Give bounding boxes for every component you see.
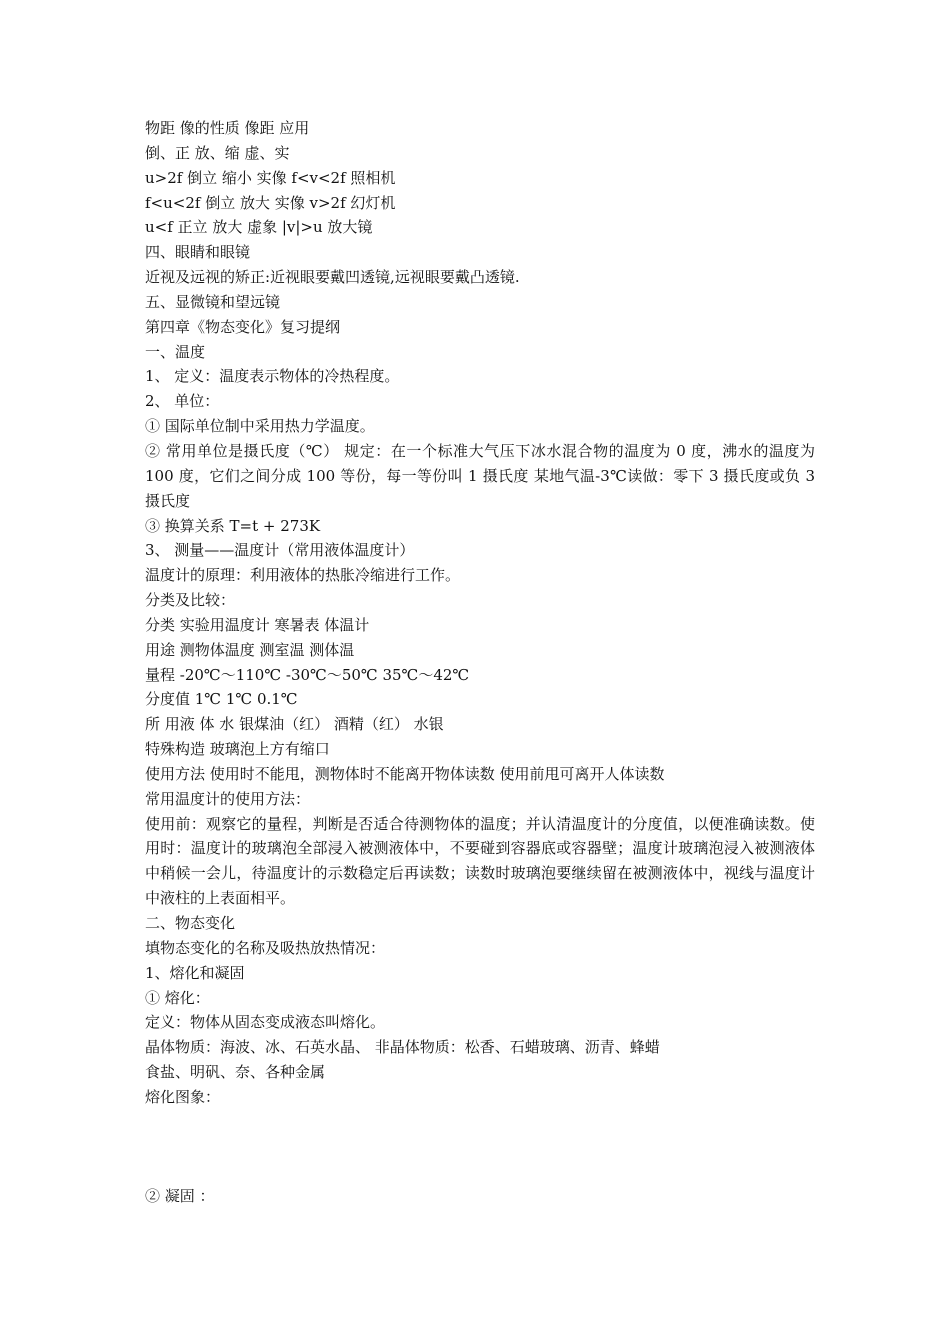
text-line: f<u<2f 倒立 放大 实像 v>2f 幻灯机: [145, 193, 396, 212]
text-line: ③ 换算关系 T=t + 273K: [145, 516, 321, 535]
section-heading: 二、物态变化: [145, 914, 236, 932]
text-line: 温度计的原理：利用液体的热胀冷缩进行工作。: [145, 566, 461, 585]
comparison-row: 用途 测物体温度 测室温 测体温: [145, 640, 355, 659]
text-line: 1、熔化和凝固: [145, 963, 245, 982]
comparison-row: 所 用液 体 水 银煤油（红） 酒精（红） 水银: [145, 715, 444, 734]
text-line: 物距 像的性质 像距 应用: [145, 119, 310, 137]
comparison-row: 分度值 1℃ 1℃ 0.1℃: [145, 690, 298, 709]
text-line: 1、 定义：温度表示物体的冷热程度。: [145, 367, 400, 386]
blank-figure-space: [145, 1110, 815, 1184]
comparison-row: 特殊构造 玻璃泡上方有缩口: [145, 740, 330, 759]
comparison-row: 分类 实验用温度计 寒暑表 体温计: [145, 615, 370, 634]
text-line: u<f 正立 放大 虚象 |v|>u 放大镜: [145, 218, 373, 237]
usage-paragraph: 使用前：观察它的量程，判断是否适合待测物体的温度；并认清温度计的分度值，以便准确读数。使用时：温度计的玻璃泡全部浸入被测液体中，不要碰到容器底或容器壁；温度计玻璃泡浸入被测液体中稍候一会儿，待温度计的示数稳定后再读数；读数时玻璃泡要继续留在被测液体中，视线与温度计中液柱的上表面相平。: [145, 814, 815, 908]
celsius-paragraph: ② 常用单位是摄氏度（℃） 规定：在一个标准大气压下冰水混合物的温度为 0 度，沸水的温度为 100 度，它们之间分成 100 等份，每一等份叫 1 摄氏度 某地气温-3℃读做：零下 3 摄氏度或负 3 摄氏度: [145, 441, 815, 510]
text-line: 晶体物质：海波、冰、石英水晶、 非晶体物质：松香、石蜡玻璃、沥青、蜂蜡: [145, 1038, 660, 1057]
text-line: 3、 测量——温度计（常用液体温度计）: [145, 541, 415, 560]
chapter-title: 第四章《物态变化》复习提纲: [145, 317, 341, 336]
section-heading: 四、眼睛和眼镜: [145, 243, 251, 262]
text-line: 定义：物体从固态变成液态叫熔化。: [145, 1013, 386, 1032]
text-line: 填物态变化的名称及吸热放热情况：: [145, 938, 386, 957]
text-line: ① 国际单位制中采用热力学温度。: [145, 417, 375, 436]
comparison-row: 量程 -20℃～110℃ -30℃～50℃ 35℃～42℃: [145, 665, 470, 684]
text-line: 常用温度计的使用方法：: [145, 789, 311, 808]
comparison-row: 使用方法 使用时不能甩，测物体时不能离开物体读数 使用前甩可离开人体读数: [145, 764, 665, 783]
text-line: u>2f 倒立 缩小 实像 f<v<2f 照相机: [145, 168, 396, 187]
text-line: 近视及远视的矫正:近视眼要戴凹透镜,远视眼要戴凸透镜.: [145, 268, 520, 287]
section-heading: 一、温度: [145, 342, 206, 361]
text-line: 食盐、明矾、奈、各种金属: [145, 1063, 326, 1082]
text-line: 分类及比较：: [145, 591, 236, 610]
text-line: 熔化图象：: [145, 1087, 221, 1106]
section-heading: 五、显微镜和望远镜: [145, 292, 281, 311]
text-line: 倒、正 放、缩 虚、实: [145, 143, 290, 162]
text-line: ② 凝固 ：: [145, 1186, 215, 1205]
text-line: ① 熔化：: [145, 988, 210, 1007]
document-body: [145, 116, 815, 1209]
text-line: 2、 单位：: [145, 392, 220, 411]
